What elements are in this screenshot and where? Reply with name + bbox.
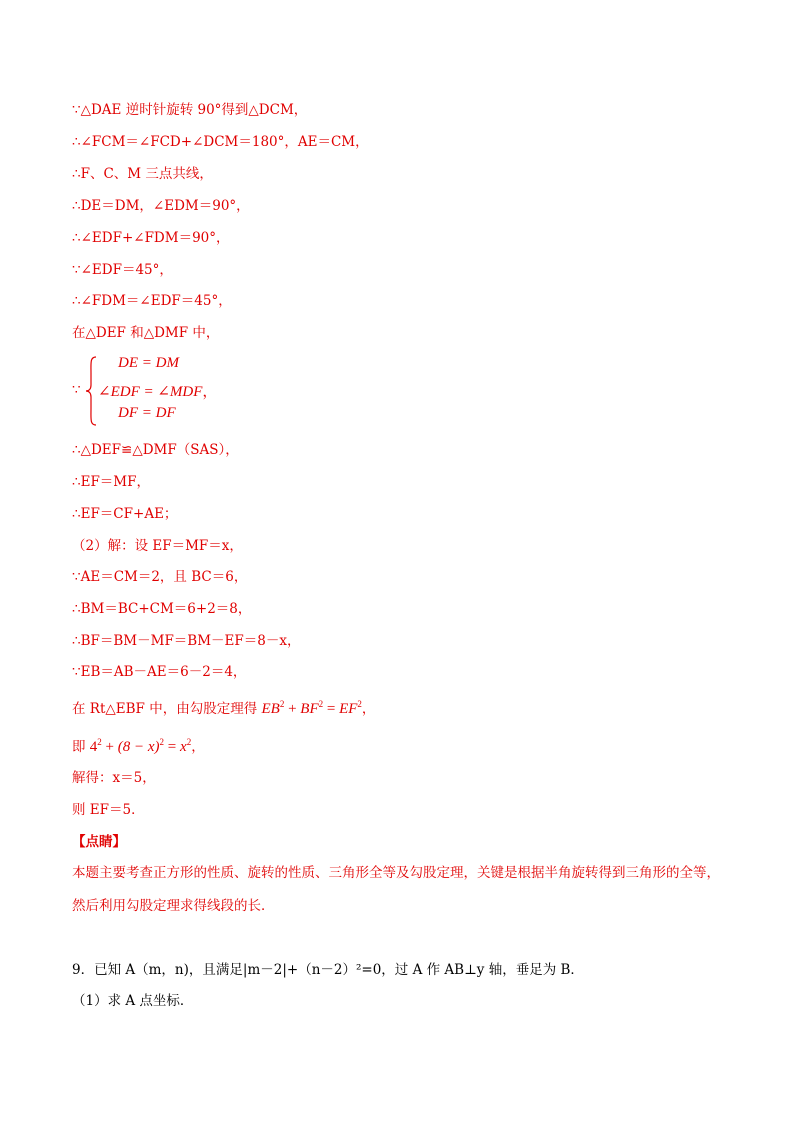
because-symbol: ∵ [72, 382, 81, 398]
solution-line-14: ∴BM＝BC+CM＝6+2＝8， [72, 601, 252, 617]
solution-line-8: 在△DEF 和△DMF 中， [72, 325, 220, 341]
solution-line-13: ∵AE＝CM＝2，且 BC＝6， [72, 569, 248, 585]
solution-line-15: ∴BF＝BM－MF＝BM－EF＝8－x， [72, 633, 301, 649]
system-row-2: ∠EDF = ∠MDF， [98, 384, 218, 400]
solution-line-4: ∴DE＝DM，∠EDM＝90°， [72, 198, 250, 214]
solution-line-7: ∴∠FDM＝∠EDF＝45°， [72, 293, 232, 309]
solution-line-11: ∴EF＝CF+AE； [72, 506, 178, 522]
solution-line-10: ∴EF＝MF， [72, 474, 151, 490]
solution-line-5: ∴∠EDF+∠FDM＝90°， [72, 230, 230, 246]
solution-line-20: 则 EF＝5． [72, 802, 145, 818]
left-brace-icon [84, 355, 98, 427]
comment-body: 本题主要考查正方形的性质、旋转的性质、三角形全等及勾股定理，关键是根据半角旋转得到三角形的全等，然后利用勾股定理求得线段的长． [72, 865, 720, 914]
equation-system [72, 355, 232, 427]
solution-line-9: ∴△DEF≌△DMF（SAS）， [72, 442, 239, 458]
pythagorean-formula: $EB^2 + BF^2 = EF^2$ [261, 699, 362, 717]
solution-line-19: 解得：x＝5， [72, 770, 156, 786]
question-9-part-1: （1）求 A 点坐标． [72, 993, 194, 1009]
solution-line-18: 即 $4^2 + (8 - x)^2 = x^2$， [72, 737, 205, 755]
system-row-3: DF = DF [118, 405, 176, 421]
solution-line-16: ∵EB＝AB－AE＝6－2＝4， [72, 664, 247, 680]
comment-heading: 【点睛】 [72, 834, 126, 850]
solution-line-17: 在 Rt△EBF 中，由勾股定理得 $EB^2 + BF^2 = EF^2$， [72, 699, 376, 717]
solution-line-2: ∴∠FCM＝∠FCD+∠DCM＝180°，AE＝CM， [72, 134, 369, 150]
solution-line-12: （2）解：设 EF＝MF＝x， [72, 538, 243, 554]
solution-line-6: ∵∠EDF＝45°， [72, 262, 173, 278]
solution-line-1: ∵△DAE 逆时针旋转 90°得到△DCM， [72, 102, 308, 118]
substituted-equation: $4^2 + (8 - x)^2 = x^2$ [89, 737, 192, 755]
question-9: 9．已知 A（m，n)，且满足|m－2|+（n－2）²=0，过 A 作 AB⊥y 轴，垂足为 B． [72, 962, 584, 978]
solution-line-3: ∴F、C、M 三点共线， [72, 166, 213, 182]
system-row-1: DE = DM [118, 355, 179, 371]
